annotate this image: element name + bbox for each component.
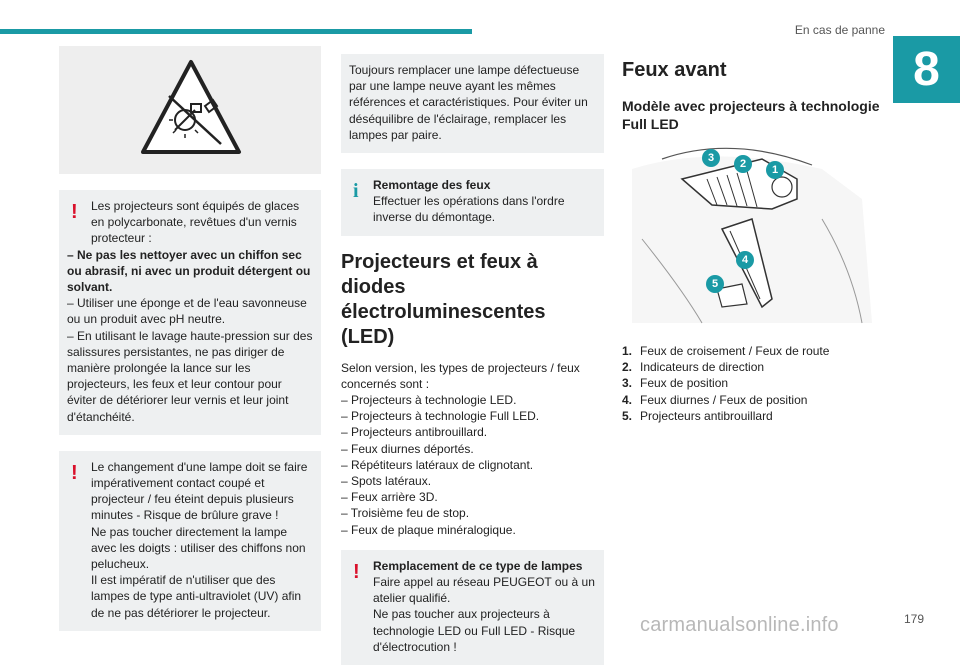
page-number: 179 bbox=[903, 612, 924, 626]
full-led-headlamp-diagram bbox=[622, 139, 884, 323]
legend-item: 3. Feux de position bbox=[622, 376, 729, 391]
list-item: – Projecteurs à technologie Full LED. bbox=[341, 409, 540, 424]
led-list bbox=[341, 392, 604, 538]
warning-exclamation-icon: ! bbox=[71, 201, 78, 223]
legend-item: 2. Indicateurs de direction bbox=[622, 360, 765, 375]
callout-badge-2: 2 bbox=[734, 155, 752, 173]
chapter-number: 8 bbox=[893, 36, 960, 103]
legend-item: 4. Feux diurnes / Feux de position bbox=[622, 392, 808, 407]
column-middle bbox=[341, 54, 604, 665]
led-intro: Selon version, les types de projecteurs / feux concernés sont : bbox=[341, 360, 580, 391]
headlamp-illustration bbox=[622, 139, 884, 323]
heading-full-led: Modèle avec projecteurs à technologie Full LED bbox=[622, 98, 880, 132]
warning-note-led bbox=[341, 550, 604, 665]
section-title: En cas de panne bbox=[794, 23, 885, 37]
legend-list bbox=[622, 343, 884, 424]
info-note-reassembly bbox=[341, 169, 604, 236]
heading-led: Projecteurs et feux à diodes électroluminescentes (LED) bbox=[341, 250, 546, 348]
callout-badge-5: 5 bbox=[706, 275, 724, 293]
list-item: – Feux diurnes déportés. bbox=[341, 441, 474, 456]
list-item: – Spots latéraux. bbox=[341, 474, 432, 489]
list-item: – Troisième feu de stop. bbox=[341, 506, 470, 521]
warning-text-lamp: Le changement d'une lampe doit se faire impérativement contact coupé et projecteur / feu éteint depuis plusieurs minutes - Risque de brûlure grave ! Ne pas toucher directement la lampe avec les doigts : utiliser des chiffons non pelucheux. Il est impératif de n'utiliser que des lampes de type anti-ultraviolet (UV) afin de ne pas détériorer le projecteur. bbox=[91, 459, 308, 620]
warning-text-intro: Les projecteurs sont équipés de glaces en polycarbonate, revêtues d'un vernis protecteur : bbox=[91, 199, 300, 246]
top-accent-bar bbox=[0, 29, 472, 34]
column-left bbox=[59, 46, 321, 631]
warning-led-title: Remplacement de ce type de lampes bbox=[373, 558, 583, 573]
list-item: – Feux arrière 3D. bbox=[341, 490, 438, 505]
info-icon: i bbox=[353, 180, 359, 203]
callout-badge-1: 1 bbox=[766, 161, 784, 179]
column-right bbox=[622, 58, 884, 424]
list-item: – Feux de plaque minéralogique. bbox=[341, 522, 516, 537]
note-replace-lamp bbox=[341, 54, 604, 153]
list-item: – Projecteurs antibrouillard. bbox=[341, 425, 488, 440]
info-title: Remontage des feux bbox=[373, 178, 491, 193]
warning-exclamation-icon: ! bbox=[71, 461, 78, 484]
callout-badge-4: 4 bbox=[736, 251, 754, 269]
legend-item: 1. Feux de croisement / Feux de route bbox=[622, 344, 830, 358]
legend-item: 5. Projecteurs antibrouillard bbox=[622, 408, 773, 423]
warning-note-lamp bbox=[59, 451, 321, 631]
list-item: – Répétiteurs latéraux de clignotant. bbox=[341, 457, 534, 472]
watermark-text: carmanualsonline.info bbox=[640, 614, 839, 636]
warning-text-bold: – Ne pas les nettoyer avec un chiffon sec ou abrasif, ni avec un produit détergent ou solvant. bbox=[67, 247, 311, 295]
callout-badge-3: 3 bbox=[702, 149, 720, 167]
warning-exclamation-icon: ! bbox=[353, 560, 360, 583]
list-item: – Projecteurs à technologie LED. bbox=[341, 393, 517, 408]
no-touch-lamp-icon bbox=[139, 58, 243, 158]
info-body: Effectuer les opérations dans l'ordre inverse du démontage. bbox=[373, 194, 565, 225]
warning-illustration bbox=[59, 46, 321, 174]
heading-front-lights: Feux avant bbox=[622, 59, 727, 81]
warning-led-body: Faire appel au réseau PEUGEOT ou à un atelier qualifié. Ne pas toucher aux projecteurs à technologie LED ou Full LED - Risque d'électrocution ! bbox=[373, 575, 595, 654]
warning-note-cleaning bbox=[59, 190, 321, 435]
note-replace-text: Toujours remplacer une lampe défectueuse par une lampe neuve ayant les mêmes références et caractéristiques. Pour éviter un déséquilibre de l'éclairage, remplacer les lampes par paire. bbox=[349, 63, 588, 142]
warning-text-rest: – Utiliser une éponge et de l'eau savonneuse ou un produit avec pH neutre. – En utilisant le lavage haute-pression sur des salissures persistantes, ne pas diriger de manière prolongée la lance sur les projecteurs, les feux et leur contour pour éviter de détériorer leur vernis et leur joint d'étanchéité. bbox=[67, 296, 313, 424]
